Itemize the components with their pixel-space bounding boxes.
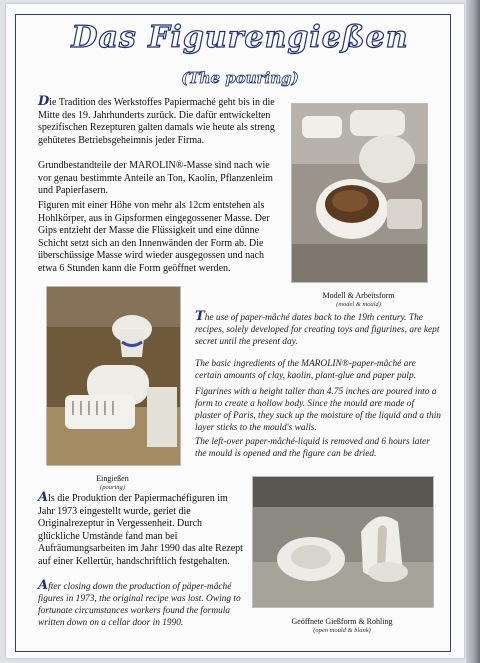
caption-photo-1-sub: (model & mould) [336,301,381,308]
english-paragraph-1 [195,311,441,348]
book-binding [466,0,480,663]
photo-model-and-mould [291,103,428,283]
caption-photo-2 [46,474,179,492]
page-title: Das Figurengießen [71,20,409,55]
english-paragraph-4: The left-over paper-mâché-liquid is removed and 6 hours later the mould is opened and the figure can be dried. [195,437,430,459]
photo-pouring-image [47,287,180,465]
drop-initial: A [38,490,49,505]
german-paragraph-4-text: ls die Produktion der Papiermachéfiguren im Jahr 1973 eingestellt wurde, geriet die Originalrezeptur in Vergessenheit. Durch glückliche Umstände fand man bei Aufräumungsarbeiten im Jahr 1990 das alte Rezept auf einer Kellertür, handschriftlich festgehalten. [38,493,243,567]
drop-initial: A [38,578,49,593]
caption-photo-2-main: Eingießen [96,474,129,483]
photo-pouring [46,286,181,466]
german-paragraph-2: Grundbestandteile der MAROLIN®-Masse sind nach wie vor genau bestimmte Anteile an Ton, Kaolin, Pflanzenleim und Papierfasern. [38,160,273,197]
photo-model-and-mould-image [292,104,427,282]
english-paragraph-2: The basic ingredients of the MAROLIN®-paper-mâché are certain amounts of clay, kaolin, plant-glue and paper pulp. [195,359,417,381]
english-paragraph-3: Figurines with a height taller than 4.75 inches are poured into a form to create a hollow body. Since the mould are made of plaster of Paris, they suck up the moisture of the liquid and a thin layer sticks to the mould's walls. [195,387,441,433]
caption-photo-3-main: Geöffnete Gießform & Rohling [291,617,393,626]
drop-initial: T [195,309,205,324]
caption-photo-2-sub: (pouring) [100,484,125,491]
caption-photo-3-sub: (open mould & blank) [313,627,371,634]
caption-photo-3 [252,617,432,635]
caption-photo-1-main: Modell & Arbeitsform [322,291,395,300]
german-paragraph-1 [38,96,284,147]
english-paragraph-5 [38,580,244,629]
english-paragraph-5-text: fter closing down the production of päper-mâché figures in 1973, the original recipe was lost. Owing to fortunate circumstances workers found the formula written down on a cellar door in 1990. [38,582,241,628]
photo-open-mould-image [253,477,433,607]
caption-photo-1 [291,291,426,309]
german-paragraph-4 [38,492,244,569]
german-paragraph-1-text: ie Tradition des Werkstoffes Papiermaché geht bis in die Mitte des 19. Jahrhunderts zurück. Die dafür entwickelten spezifischen Rezepturen galten damals wie heute als streng gehütetes Betriebsgeheimnis jeder Firma. [38,97,275,146]
page-subtitle: (The pouring) [181,69,299,87]
english-paragraph-1-text: he use of paper-mâché dates back to the 19th century. The recipes, solely developed for creating toys and figurines, are kept secret until the present day. [195,313,440,347]
drop-initial: D [38,94,50,109]
photo-open-mould [252,476,434,608]
german-paragraph-3: Figuren mit einer Höhe von mehr als 12cm entstehen als Hohlkörper, aus in Gipsformen eingegossener Masse. Der Gips entzieht der Masse die Flüssigkeit und eine dünne Schicht setzt sich an den Innenwänden der Form ab. Die überschüssige Masse wird wieder ausgegossen und nach etwa 6 Stunden kann die Form geöffnet werden. [38,200,270,274]
